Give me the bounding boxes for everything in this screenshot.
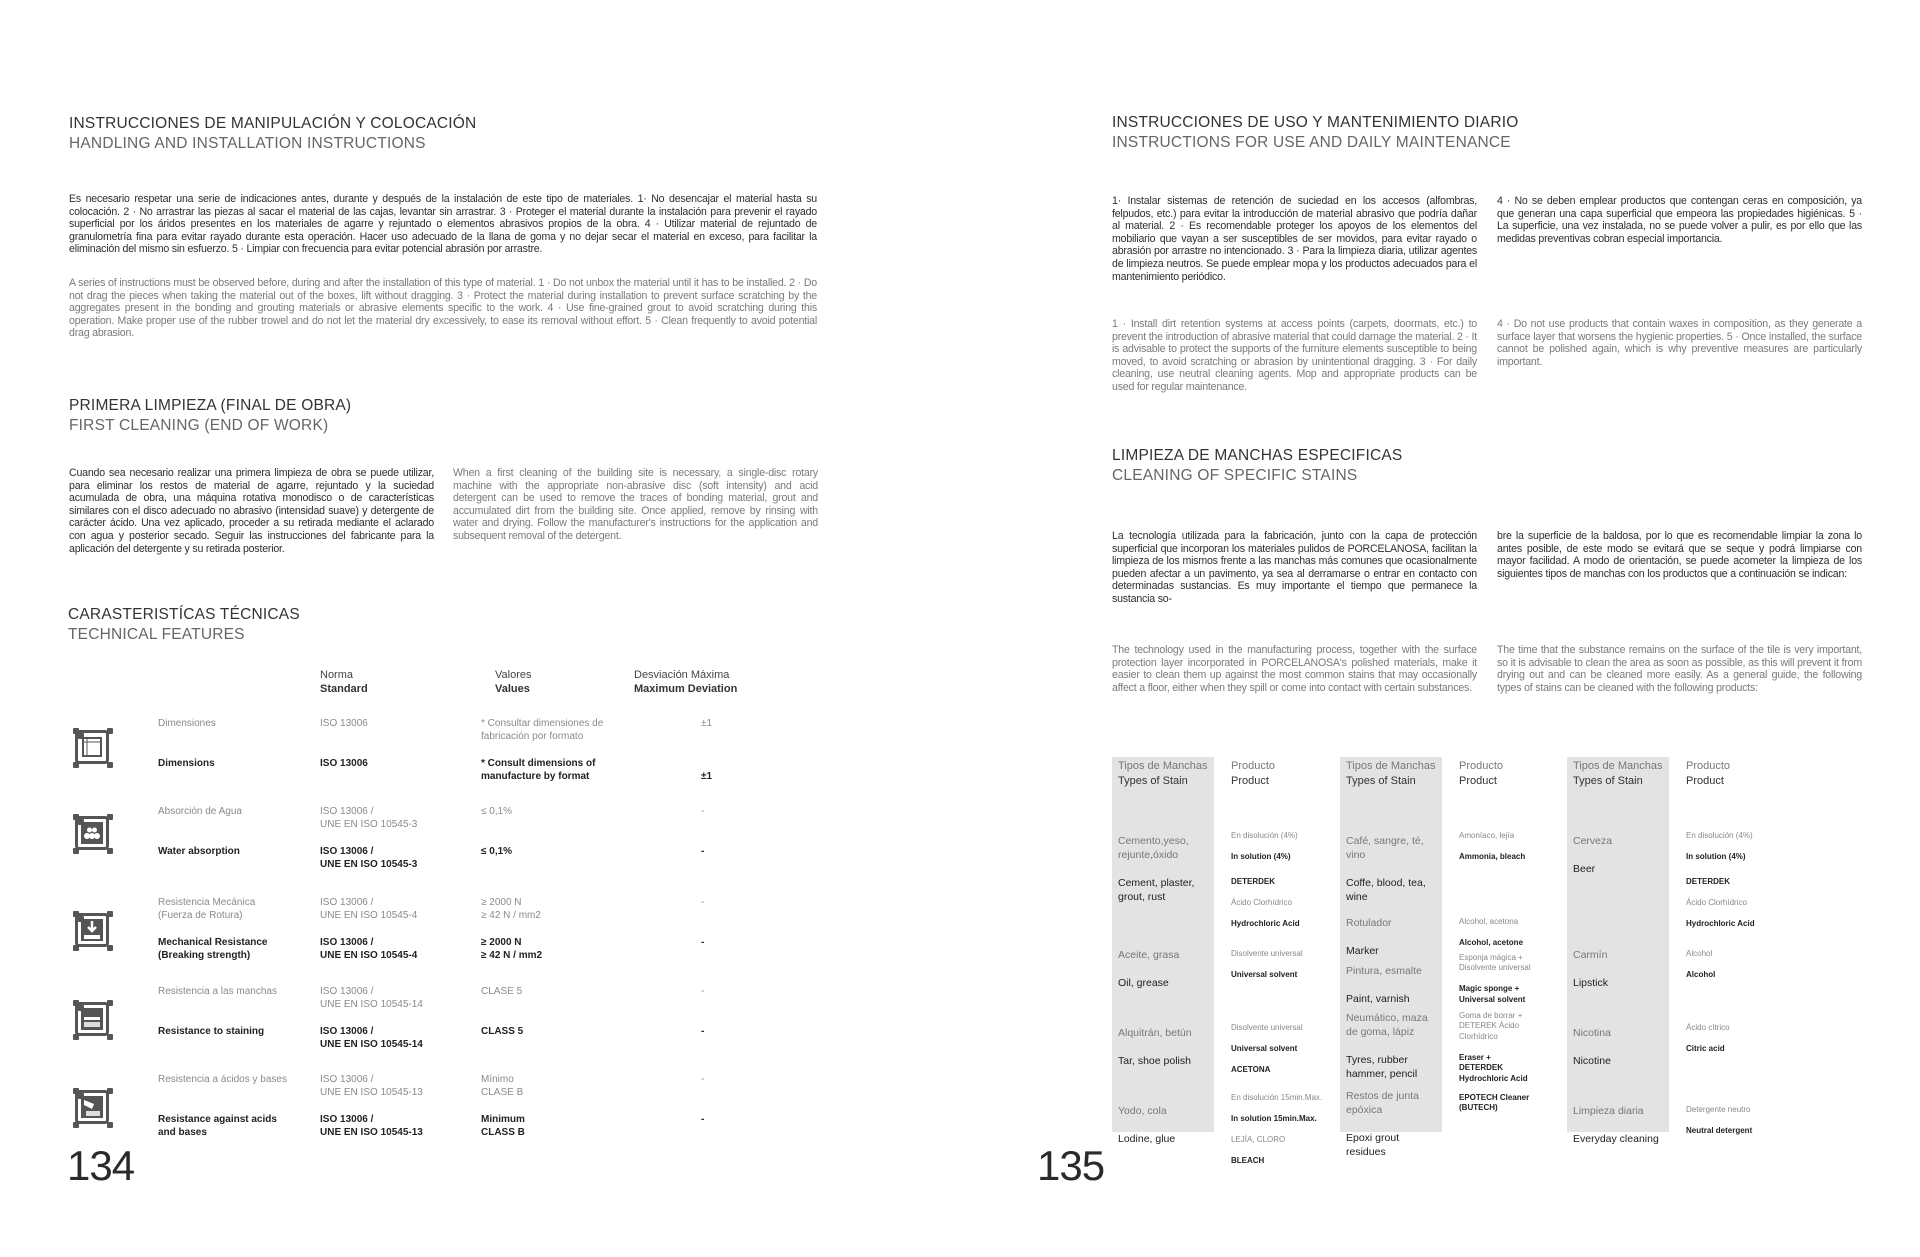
daily-col2-en: 4 · Do not use products that contain waxes in composition, as they generate a surface layer that worsens the hygienic properties. 5 · Once installed, the surface cannot be polished again, which is why preventive measures are particularly important. — [1497, 318, 1862, 368]
header-type-en: Types of Stain — [1118, 775, 1188, 787]
header-type-es: Tipos de Manchas — [1346, 760, 1436, 772]
stain-en: Paint, varnish — [1346, 993, 1410, 1005]
stain-epoxy — [1346, 1075, 1440, 1173]
product-header-2 — [1459, 759, 1503, 789]
product-extra-en: Hydrochloric Acid — [1231, 918, 1300, 928]
product-coffee — [1459, 820, 1564, 873]
row-mechanical-dev-es: - — [701, 897, 705, 908]
product-es: Detergente neutro — [1686, 1104, 1751, 1114]
product-es: Alcohol — [1686, 948, 1713, 958]
first-cleaning-text-en: When a first cleaning of the building site is necessary, a single-disc rotary machine with the appropriate non-abrasive disc (soft intensity) and acid detergent can be used to remove the traces of bonding material, grout and accumulated dirt from the building site. Once applied, remove by rinsing with water and drying. Follow the manufacturer's instructions for the application and subsequent removal of the detergent. — [453, 467, 818, 542]
stain-header-3 — [1573, 759, 1662, 789]
product-epoxy — [1459, 1082, 1564, 1124]
product-iodine — [1231, 1082, 1336, 1177]
row-acids-std-en: ISO 13006 / UNE EN ISO 10545-13 — [320, 1114, 423, 1138]
row-mechanical-val-en: ≥ 2000 N ≥ 42 N / mm2 — [481, 937, 543, 961]
product-tyres — [1459, 1000, 1564, 1095]
daily-col1-en: 1 · Install dirt retention systems at access points (carpets, doormats, etc.) to prevent the introduction of abrasive material that could damage the material. 2 · It is advisable to protect the supports of the furniture elements susceptible to being moved, to avoid scratching or abrasion by unintentional dragging. 3 · For daily cleaning, use neutral cleaning agents. Mop and appropriate products can be used for regular maintenance. — [1112, 318, 1477, 393]
row-acids-val-es: Mínimo CLASE B — [481, 1074, 524, 1098]
product-cement — [1231, 820, 1336, 940]
row-staining-std-en: ISO 13006 / UNE EN ISO 10545-14 — [320, 1026, 423, 1050]
product-es: Disolvente universal — [1231, 948, 1303, 958]
row-dimensions-std-es: ISO 13006 — [320, 718, 368, 729]
stain-en: Lodine, glue — [1118, 1133, 1176, 1145]
stain-es: Aceite, grasa — [1118, 949, 1180, 961]
row-staining-dev-es: - — [701, 986, 705, 997]
row-water-dev-en: - — [701, 846, 705, 857]
stain-en: Lipstick — [1573, 977, 1609, 989]
product-tar — [1231, 1012, 1336, 1086]
stain-es: Nicotina — [1573, 1027, 1611, 1039]
row-acids-val-en: Minimum CLASS B — [481, 1114, 525, 1138]
row-staining-dev-en: - — [701, 1026, 705, 1037]
header-values-en: Values — [495, 683, 530, 695]
row-acids-name-en: Resistance against acids and bases — [158, 1114, 277, 1138]
row-dimensions-name-es: Dimensiones — [158, 718, 216, 729]
product-en: In solution 15min.Max. — [1231, 1113, 1317, 1123]
header-type-en: Types of Stain — [1573, 775, 1643, 787]
row-water-val-es: ≤ 0,1% — [481, 806, 513, 817]
product-es: Amoníaco, lejía — [1459, 830, 1515, 840]
stains-title-es: LIMPIEZA DE MANCHAS ESPECIFICAS — [1112, 447, 1403, 464]
product-extra-en: Hydrochloric Acid — [1686, 918, 1755, 928]
product-header-1 — [1231, 759, 1275, 789]
product-header-3 — [1686, 759, 1730, 789]
stain-es: Carmín — [1573, 949, 1608, 961]
header-product-es: Producto — [1459, 760, 1504, 772]
stain-es: Café, sangre, té, vino — [1346, 835, 1424, 861]
daily-title-es: INSTRUCCIONES DE USO Y MANTENIMIENTO DIARIO — [1112, 114, 1519, 131]
water-absorption-icon — [75, 816, 109, 850]
stain-es: Rotulador — [1346, 917, 1392, 929]
stain-beer — [1573, 820, 1667, 890]
header-standard-es: Norma — [320, 669, 354, 681]
header-product-es: Producto — [1686, 760, 1731, 772]
row-water-val-en: ≤ 0,1% — [481, 846, 513, 857]
row-dimensions-dev-es: ±1 — [701, 718, 713, 729]
stain-en: Beer — [1573, 863, 1596, 875]
header-standard-en: Standard — [320, 683, 368, 695]
stains-col1-en: The technology used in the manufacturing process, together with the surface protection layer incorporated in PORCELANOSA's polished materials, make it easier to clean them up against the most common stains that may occasionally affect a floor, either when they spill or come into contact with certain substances. — [1112, 644, 1477, 694]
stain-en: Marker — [1346, 945, 1379, 957]
stain-es: Limpieza diaria — [1573, 1105, 1644, 1117]
stain-nicotine — [1573, 1012, 1667, 1082]
page-number-right: 135 — [1037, 1142, 1105, 1189]
stains-col1-es: La tecnología utilizada para la fabricación, junto con la capa de protección superficial que incorporan los materiales pulidos de PORCELANOSA, facilitan la limpieza de los mismos frente a las manchas más comunes que ocasionalmente pueden afectar a un pavimento, ya sea al derramarse o entrar en contacto con determinadas sustancias. Es muy importante el tiempo que permanece la sustancia so- — [1112, 530, 1477, 605]
stain-cement — [1118, 820, 1212, 918]
header-type-en: Types of Stain — [1346, 775, 1416, 787]
handling-title-en: HANDLING AND INSTALLATION INSTRUCTIONS — [69, 135, 426, 152]
product-nicotine — [1686, 1012, 1791, 1065]
first-cleaning-text-es: Cuando sea necesario realizar una primera limpieza de obra se puede utilizar, para eliminar los restos de material de agarre, rejuntado y la suciedad acumulada de obra, una máquina rotativa monodisco o de características similares con el disco adecuado no abrasivo (intensidad suave) y detergente de carácter ácido. Una vez aplicado, proceder a su retirada mediante el aclarado con agua y posterior secado. Seguir las instrucciones del fabricante para la aplicación del detergente y su retirada posterior. — [69, 467, 434, 555]
row-water-name-es: Absorción de Agua — [158, 806, 242, 817]
product-en: Citric acid — [1686, 1043, 1725, 1053]
row-water-name-en: Water absorption — [158, 846, 240, 857]
daily-title-en: INSTRUCTIONS FOR USE AND DAILY MAINTENANCE — [1112, 134, 1511, 151]
header-product-es: Producto — [1231, 760, 1276, 772]
row-water-std-es: ISO 13006 / UNE EN ISO 10545-3 — [320, 806, 418, 830]
header-product-en: Product — [1459, 775, 1497, 787]
stain-en: Cement, plaster, grout, rust — [1118, 877, 1195, 903]
header-standard — [320, 668, 368, 696]
handling-title-es: INSTRUCCIONES DE MANIPULACIÓN Y COLOCACIÓN — [69, 115, 477, 132]
row-staining-name-en: Resistance to staining — [158, 1026, 265, 1037]
stain-en: Epoxi grout residues — [1346, 1132, 1400, 1158]
product-lipstick — [1686, 938, 1791, 991]
stain-en: Oil, grease — [1118, 977, 1169, 989]
mechanical-resistance-icon — [75, 913, 109, 947]
header-product-en: Product — [1231, 775, 1269, 787]
product-beer — [1686, 820, 1791, 940]
technical-title-es: CARASTERISTÍCAS TÉCNICAS — [68, 606, 300, 623]
stains-table — [960, 0, 1920, 1257]
stain-header-1 — [1118, 759, 1207, 789]
product-extra: ACETONA — [1231, 1064, 1271, 1074]
row-dimensions-std-en: ISO 13006 — [320, 758, 368, 769]
product-en: Universal solvent — [1231, 1043, 1298, 1053]
row-dimensions-val-en: * Consult dimensions of manufacture by format — [481, 758, 596, 782]
stains-col2-en: The time that the substance remains on the surface of the tile is very important, so it is advisable to clean the area as soon as possible, as this will prevent it from drying out and can be cleaned more easily. As a general guide, the following types of stains can be cleaned with the following products: — [1497, 644, 1862, 694]
product-en: Alcohol — [1686, 969, 1716, 979]
stain-es: Cerveza — [1573, 835, 1613, 847]
row-acids-std-es: ISO 13006 / UNE EN ISO 10545-13 — [320, 1074, 423, 1098]
product-brand: DETERDEK — [1686, 876, 1731, 886]
product-es: En disolución (4%) — [1231, 830, 1298, 840]
product-en: Universal solvent — [1231, 969, 1298, 979]
row-mechanical-name-es: Resistencia Mecánica (Fuerza de Rotura) — [158, 897, 256, 921]
first-cleaning-title-es: PRIMERA LIMPIEZA (FINAL DE OBRA) — [69, 397, 352, 414]
handling-text-es: Es necesario respetar una serie de indicaciones antes, durante y después de la instalación de este tipo de materiales. 1· No desencajar el material hasta su colocación. 2 · No arrastrar las piezas al sacar el material de las cajas, levantar sin arrastrar. 3 · Proteger el material durante la instalación para prevenir el rayado superficial por los áridos presentes en los materiales de agarre y rejuntado o elementos abrasivos propios de la obra. 4 · Utilizar material de rejuntado de granulometría fina para evitar rayado durante esta operación. Hacer uso adecuado de la llana de goma y no dejar secar el material en exceso, para facilitar la eliminación del mismo sin esfuerzo. 5 · Limpiar con frecuencia para evitar potencial abrasión por arrastre. — [69, 193, 817, 256]
stain-es: Restos de junta epóxica — [1346, 1090, 1419, 1116]
stain-es: Alquitrán, betún — [1118, 1027, 1192, 1039]
daily-col2-es: 4 · No se deben emplear productos que contengan ceras en composición, ya que generan una capa superficial que empeora las propiedades higiénicas. 5 · La superficie, una vez instalada, no se puede volver a pulir, es por ello que las medidas preventivas cobran especial importancia. — [1497, 195, 1862, 245]
dimensions-icon — [75, 730, 109, 764]
product-brand: DETERDEK — [1231, 876, 1276, 886]
header-deviation-en: Maximum Deviation — [634, 683, 738, 695]
technical-title-en: TECHNICAL FEATURES — [68, 626, 245, 643]
product-en: Eraser + DETERDEK Hydrochloric Acid — [1459, 1052, 1528, 1083]
stain-everyday — [1573, 1090, 1667, 1160]
stain-oil — [1118, 934, 1212, 1004]
row-acids-name-es: Resistencia a ácidos y bases — [158, 1074, 287, 1085]
stain-es: Yodo, cola — [1118, 1105, 1167, 1117]
stain-en: Everyday cleaning — [1573, 1133, 1659, 1145]
row-mechanical-std-en: ISO 13006 / UNE EN ISO 10545-4 — [320, 937, 418, 961]
product-everyday — [1686, 1094, 1791, 1147]
row-water-std-en: ISO 13006 / UNE EN ISO 10545-3 — [320, 846, 418, 870]
header-values — [495, 668, 531, 696]
row-staining-val-es: CLASE 5 — [481, 986, 523, 997]
product-en: Magic sponge + Universal solvent — [1459, 984, 1526, 1004]
stain-en: Coffe, blood, tea, wine — [1346, 877, 1426, 903]
row-staining-std-es: ISO 13006 / UNE EN ISO 10545-14 — [320, 986, 423, 1010]
product-es: Esponja mágica + Disolvente universal — [1459, 952, 1531, 972]
right-page — [960, 0, 1920, 1257]
daily-col1-es: 1· Instalar sistemas de retención de suciedad en los accesos (alfombras, felpudos, etc.) para evitar la introducción de material abrasivo que podría dañar al material. 2 · Es recomendable proteger los apoyos de los elementos del mobiliario que vayan a ser susceptibles de ser movidos, para evitar rayado o abrasión por arrastre no intencionado. 3 · Para la limpieza diaria, utilizar agentes de limpieza neutros. Se puede emplear mopa y los productos adecuados para el mantenimiento periódico. — [1112, 195, 1477, 283]
product-es: Disolvente universal — [1231, 1022, 1303, 1032]
stain-tar — [1118, 1012, 1212, 1082]
header-values-es: Valores — [495, 669, 532, 681]
header-deviation-es: Desviación Máxima — [634, 669, 730, 681]
product-en: Alcohol, acetone — [1459, 937, 1524, 947]
product-en: In solution (4%) — [1686, 851, 1746, 861]
product-en: In solution (4%) — [1231, 851, 1291, 861]
product-es: Goma de borrar + DETEREK Ácido Clorhídrico — [1459, 1010, 1523, 1041]
first-cleaning-title-en: FIRST CLEANING (END OF WORK) — [69, 417, 329, 434]
product-en: Ammonia, bleach — [1459, 851, 1526, 861]
row-staining-val-en: CLASS 5 — [481, 1026, 524, 1037]
handling-text-en: A series of instructions must be observed before, during and after the installation of this type of material. 1 · Do not unbox the material until it has to be installed. 2 · Do not drag the pieces when taking the material out of the boxes, lift without dragging. 3 · Protect the material during installation to prevent surface scratching by the aggregates present in the bonding and grouting materials or abrasive elements specific to the work. 4 · Use fine-grained grout to avoid scratching during this operation. Make proper use of the rubber trowel and do not let the material dry excessively, to ease its removal without effort. 5 · Clean frequently to avoid potential drag abrasion. — [69, 277, 817, 340]
product-extra-en: BLEACH — [1231, 1155, 1265, 1165]
row-mechanical-dev-en: - — [701, 937, 705, 948]
page-number-left: 134 — [67, 1142, 135, 1189]
stain-iodine — [1118, 1090, 1212, 1160]
row-mechanical-std-es: ISO 13006 / UNE EN ISO 10545-4 — [320, 897, 418, 921]
product-es: En disolución (4%) — [1686, 830, 1753, 840]
stain-es: Neumático, maza de goma, lápiz — [1346, 1012, 1428, 1038]
stain-header-2 — [1346, 759, 1435, 789]
stain-es: Cemento,yeso, rejunte,óxido — [1118, 835, 1189, 861]
product-es: Alcohol, acetona — [1459, 916, 1519, 926]
stain-es: Pintura, esmalte — [1346, 965, 1422, 977]
header-deviation — [634, 668, 737, 696]
product-extra-es: LEJÍA, CLORO — [1231, 1134, 1286, 1144]
row-dimensions-dev-en: ±1 — [701, 771, 713, 782]
stain-en: Tyres, rubber hammer, pencil — [1346, 1054, 1418, 1080]
stains-col2-es: bre la superficie de la baldosa, por lo que es recomendable limpiar la zona lo antes posible, de este modo se evitará que se seque y podrá limpiarse con mayor facilidad. A modo de orientación, se puede acometer la limpieza de los siguientes tipos de manchas con los productos que a continuación se indican: — [1497, 530, 1862, 580]
stain-resistance-icon — [75, 1002, 109, 1036]
product-en: Neutral detergent — [1686, 1125, 1753, 1135]
stain-en: Tar, shoe polish — [1118, 1055, 1191, 1067]
product-extra-es: Ácido Clorhídrico — [1231, 897, 1292, 907]
product-es: En disolución 15min.Max. — [1231, 1092, 1323, 1102]
stain-en: Nicotine — [1573, 1055, 1611, 1067]
acid-resistance-icon — [75, 1090, 109, 1124]
stains-title-en: CLEANING OF SPECIFIC STAINS — [1112, 467, 1358, 484]
row-acids-dev-en: - — [701, 1114, 705, 1125]
product-es: Ácido cítrico — [1686, 1022, 1730, 1032]
row-mechanical-name-en: Mechanical Resistance (Breaking strength) — [158, 937, 268, 961]
row-dimensions-name-en: Dimensions — [158, 758, 215, 769]
row-water-dev-es: - — [701, 806, 705, 817]
header-type-es: Tipos de Manchas — [1573, 760, 1663, 772]
stain-lipstick — [1573, 934, 1667, 1004]
product-en: EPOTECH Cleaner (BUTECH) — [1459, 1092, 1530, 1112]
header-type-es: Tipos de Manchas — [1118, 760, 1208, 772]
row-acids-dev-es: - — [701, 1074, 705, 1085]
row-dimensions-val-es: * Consultar dimensiones de fabricación por formato — [481, 718, 604, 742]
row-mechanical-val-es: ≥ 2000 N ≥ 42 N / mm2 — [481, 897, 541, 921]
product-oil — [1231, 938, 1336, 991]
product-extra-es: Ácido Clorhídrico — [1686, 897, 1747, 907]
row-staining-name-es: Resistencia a las manchas — [158, 986, 277, 997]
header-product-en: Product — [1686, 775, 1724, 787]
